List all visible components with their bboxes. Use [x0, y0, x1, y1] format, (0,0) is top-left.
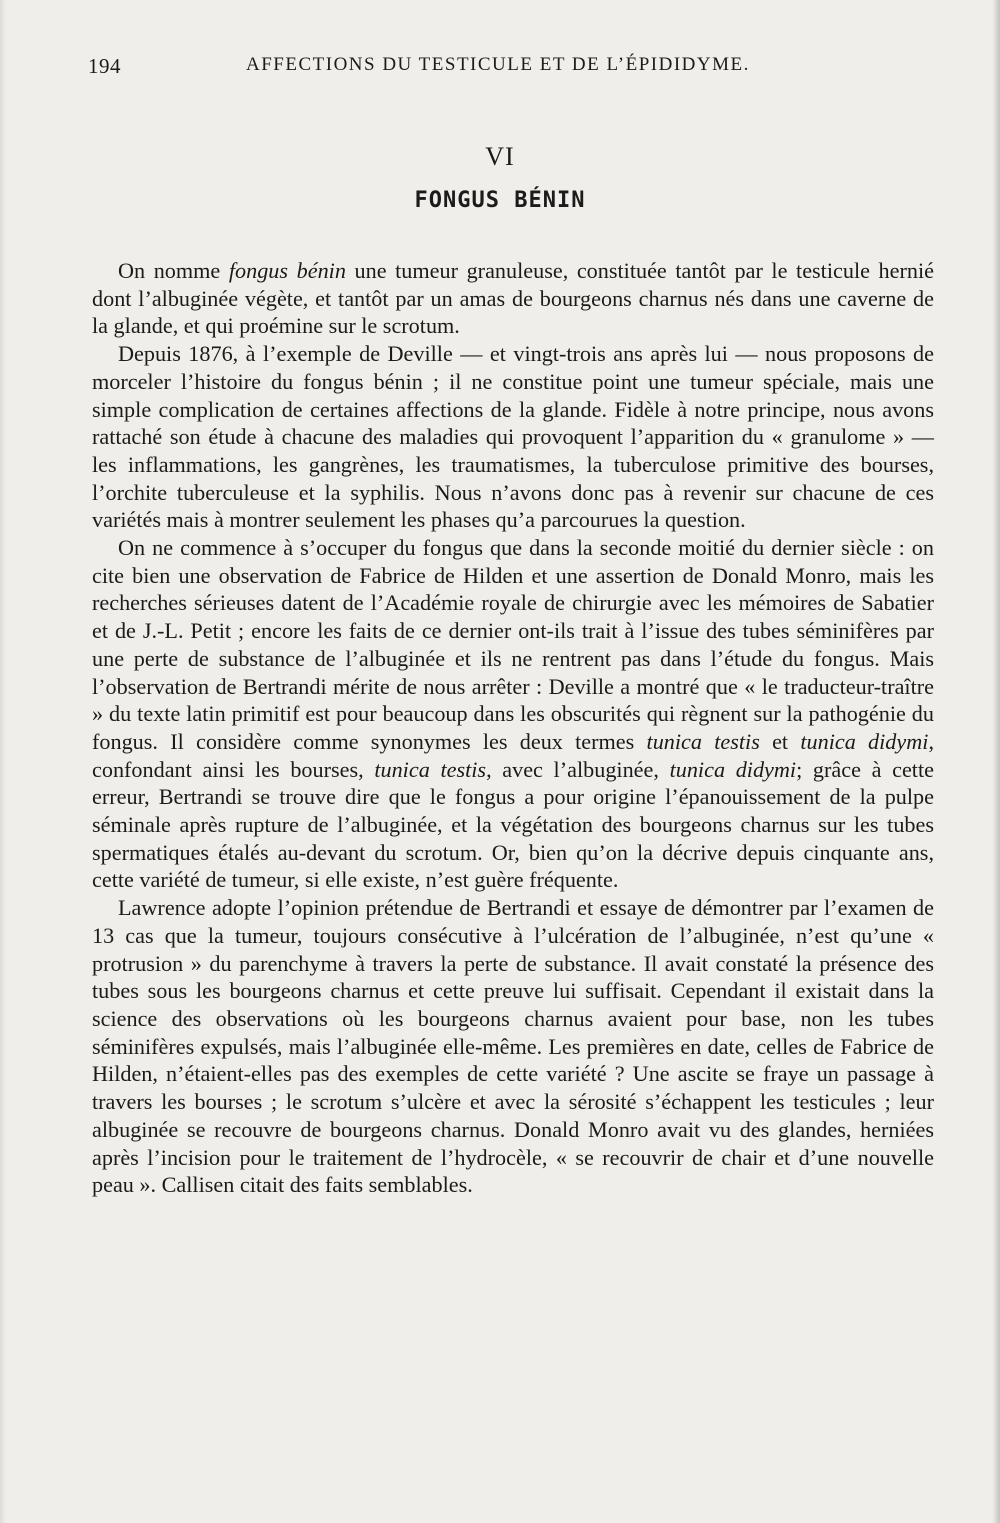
paragraph-4: Lawrence adopte l’opinion prétendue de Bertrandi et essaye de démontrer par l’examen de 13 cas que la tumeur, toujours consécutive à l’ulcération de l’albuginée, n’est qu’une « protrusion » du parenchyme à travers la perte de substance. Il avait constaté la présence des tubes sous les bourgeons charnus et cette preuve lui suffisait. Cependant il existait dans la science des observations où les bourgeons charnus avaient pour base, non les tubes séminifères expulsés, mais l’albuginée elle-même. Les premières en date, celles de Fabrice de Hilden, n’étaient-elles pas des exemples de cette variété ? Une ascite se fraye un passage à travers les bourses ; le scrotum s’ulcère et avec la sérosité s’échappent les testicules ; leur albuginée se recouvre de bourgeons charnus. Donald Monro avait vu des glandes, herniées après l’incision pour le traitement de l’hydrocèle, « se recouvrir de chair et d’une nouvelle peau ». Callisen citait des faits semblables.	[92, 895, 934, 1198]
paragraph-3-part-4: , avec l’albuginée,	[486, 756, 670, 782]
running-head: AFFECTIONS DU TESTICULE ET DE L’ÉPIDIDYME.	[246, 54, 750, 75]
paragraph-3	[92, 534, 934, 894]
paragraph-3-part-1: On ne commence à s’occuper du fongus que dans la seconde moitié du dernier siècle : on cite bien une observation de Fabrice de Hilden et une assertion de Donald Monro, mais les recherches sérieuses datent de l’Académie royale de chirurgie avec les mémoires de Sabatier et de J.-L. Petit ; encore les faits de ce dernier ont-ils trait à l’issue des tubes séminifères par une perte de substance de l’albuginée et ils ne rentrent pas dans l’étude du fongus. Mais l’observation de Bertrandi mérite de nous arrêter : Deville a montré que « le traducteur-traître » du texte latin primitif est pour beaucoup dans les obscurités qui règnent sur la pathogénie du fongus. Il considère comme synonymes les deux termes	[92, 535, 934, 754]
section-number: VI	[485, 142, 515, 171]
paragraph-3-part-3: , confondant ainsi les bourses,	[92, 728, 934, 782]
paragraph-2: Depuis 1876, à l’exemple de Deville — et vingt-trois ans après lui — nous proposons de morceler l’histoire du fongus bénin ; il ne constitue point une tumeur spéciale, mais une simple complication de certaines affections de la glande. Fidèle à notre principe, nous avons rattaché son étude à chacune des maladies qui provoquent l’apparition du « granulome » — les inflammations, les gangrènes, les traumatismes, la tuberculose primitive des bourses, l’orchite tuberculeuse et la syphilis. Nous n’avons donc pas à revenir sur chacune de ces variétés mais à montrer seulement les phases qu’a parcourues la question.	[92, 341, 934, 533]
page-header	[86, 54, 940, 84]
page-right-shadow	[992, 0, 1000, 1523]
italic-term: tunica didymi	[669, 756, 797, 782]
italic-term: fongus bénin	[228, 258, 346, 283]
paragraph-1-lead: On nomme	[118, 258, 229, 283]
italic-term: tunica didymi	[800, 728, 929, 754]
section-title: FONGUS BÉNIN	[414, 188, 586, 213]
page-number: 194	[88, 54, 121, 78]
paragraph-1	[92, 257, 934, 340]
paragraph-1-rest: une tumeur granuleuse, constituée tantôt par le testicule hernié dont l’albuginée végète, et tantôt par un amas de bourgeons charnus nés dans une caverne de la glande, et qui proémine sur le scrotum.	[92, 258, 934, 339]
page-left-shadow	[0, 0, 6, 1523]
body-text	[92, 257, 934, 1199]
paragraph-3-part-5: ; grâce à cette erreur, Bertrandi se trouve dire que le fongus a pour origine l’épanouissement de la pulpe séminale après rupture de l’albuginée, et la végétation des bourgeons charnus sur les tubes spermatiques étalés au-devant du scrotum. Or, bien qu’on la décrive depuis cinquante ans, cette variété de tumeur, si elle existe, n’est guère fréquente.	[92, 756, 934, 893]
italic-term: tunica testis	[374, 756, 487, 782]
italic-term: tunica testis	[646, 728, 760, 754]
paragraph-3-part-2: et	[759, 728, 801, 754]
